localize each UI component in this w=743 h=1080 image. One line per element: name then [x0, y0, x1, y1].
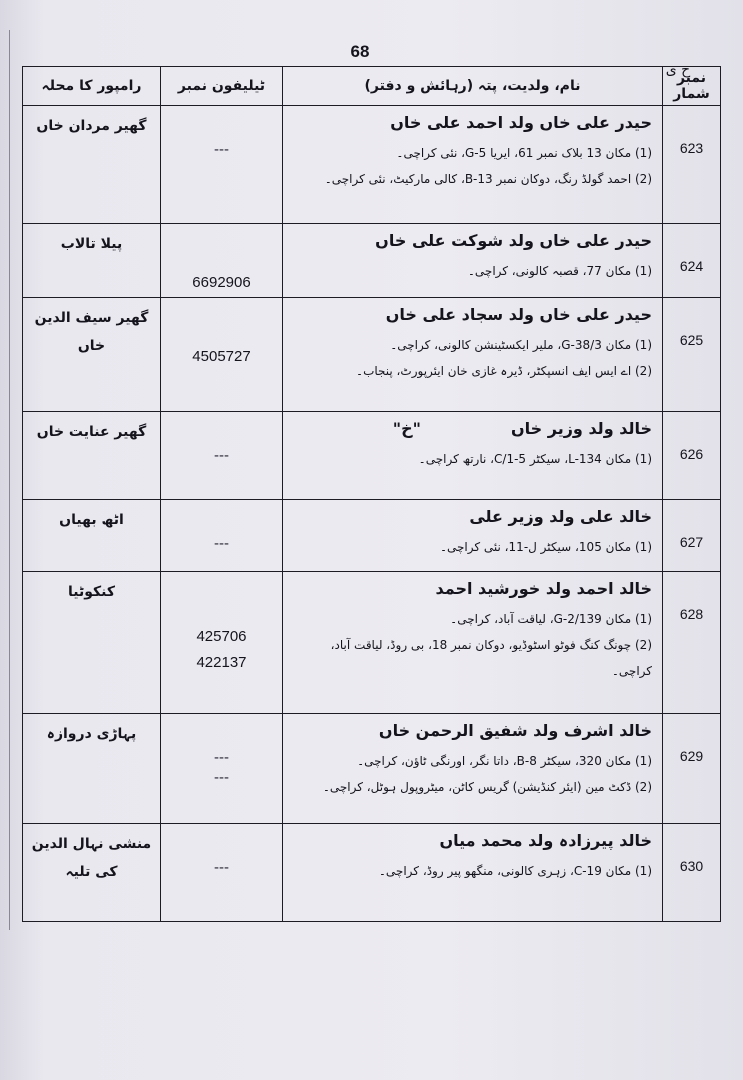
address-line: (2) چونگ کنگ فوٹو اسٹوڈیو، دوکان نمبر 18، بی روڈ، لیاقت آباد، کراچی۔ — [330, 638, 652, 678]
serial-number: 624 — [663, 224, 721, 298]
entry-name-text: خالد ولد وزیر خاں — [510, 419, 652, 438]
table-row — [23, 412, 721, 500]
name-address-cell — [283, 824, 663, 922]
name-address-cell — [283, 106, 663, 224]
address-line: (2) احمد گولڈ رنگ، دوکان نمبر B-13، کالی مارکیٹ، نئی کراچی۔ — [324, 172, 652, 186]
name-address-cell — [283, 714, 663, 824]
register-table — [22, 66, 721, 922]
address-line: (2) ڈکٹ مین (ایئر کنڈیشن) گریس کاٹن، میٹروپول ہوٹل، کراچی۔ — [322, 780, 652, 794]
entry-name: حیدر علی خاں ولد احمد علی خاں — [390, 113, 652, 132]
mohalla-name: کنکوٹیا — [23, 572, 161, 714]
serial-number: 627 — [663, 500, 721, 572]
address-line: (1) مکان 105، سیکٹر ل-11، نئی کراچی۔ — [439, 540, 652, 554]
phone-number: --- — [214, 447, 229, 464]
header-area: رامپور کا محلہ — [23, 67, 161, 106]
register-body — [23, 106, 721, 922]
phone-cell — [161, 824, 283, 922]
name-address-cell — [283, 298, 663, 412]
address-line: (1) مکان L-134، سیکٹر 5-C/1، نارتھ کراچی۔ — [418, 452, 652, 466]
address-line: (1) مکان C-19، زہری کالونی، منگھو پیر روڈ، کراچی۔ — [378, 864, 652, 878]
entry-name: حیدر علی خاں ولد سجاد علی خاں — [385, 305, 652, 324]
table-row — [23, 224, 721, 298]
name-address-cell — [283, 412, 663, 500]
serial-number: 630 — [663, 824, 721, 922]
entry-name: خالد اشرف ولد شفیق الرحمن خاں — [378, 721, 652, 740]
address-line: (1) مکان 77، قصبہ کالونی، کراچی۔ — [467, 264, 652, 278]
name-address-cell — [283, 500, 663, 572]
phone-number: --- — [214, 749, 229, 766]
phone-cell — [161, 500, 283, 572]
mohalla-name: گھیر سیف الدین خاں — [23, 298, 161, 412]
entry-name: خالد علی ولد وزیر علی — [469, 507, 652, 526]
serial-number: 629 — [663, 714, 721, 824]
phone-number: 4505727 — [192, 348, 251, 365]
table-row — [23, 824, 721, 922]
corner-mark: ح ی — [665, 62, 691, 78]
phone-number: 425706 — [196, 628, 247, 645]
table-row — [23, 714, 721, 824]
serial-number: 628 — [663, 572, 721, 714]
page-edge-line — [9, 30, 10, 930]
serial-number: 623 — [663, 106, 721, 224]
entry-name — [293, 418, 652, 440]
name-address-cell — [283, 224, 663, 298]
phone-cell — [161, 106, 283, 224]
entry-name: خالد احمد ولد خورشید احمد — [435, 579, 652, 598]
mohalla-name: اٹھ بھیاں — [23, 500, 161, 572]
mohalla-name: پہاڑی دروازہ — [23, 714, 161, 824]
page-number: 68 — [350, 42, 370, 61]
address-line: (1) مکان G-38/3، ملیر ایکسٹینشن کالونی، کراچی۔ — [390, 338, 652, 352]
name-address-cell — [283, 572, 663, 714]
phone-number: --- — [214, 535, 229, 552]
phone-number: --- — [214, 141, 229, 158]
entry-name: حیدر علی خاں ولد شوکت علی خاں — [375, 231, 652, 250]
address-line: (2) اے ایس ایف انسپکٹر، ڈیرہ غازی خان ایئرپورٹ، پنجاب۔ — [356, 364, 652, 378]
section-letter-marker: "خ" — [392, 419, 421, 438]
table-row — [23, 298, 721, 412]
mohalla-name: گھیر عنایت خاں — [23, 412, 161, 500]
address-line: (1) مکان 13 بلاک نمبر 61، ایریا G-5، نئی کراچی۔ — [396, 146, 652, 160]
phone-cell — [161, 298, 283, 412]
phone-number: --- — [214, 859, 229, 876]
table-row — [23, 572, 721, 714]
phone-cell — [161, 412, 283, 500]
address-line: (1) مکان 320، سیکٹر B-8، داتا نگر، اورنگی ٹاؤن، کراچی۔ — [357, 754, 652, 768]
address-line: (1) مکان G-2/139، لیاقت آباد، کراچی۔ — [450, 612, 652, 626]
phone-number: 6692906 — [192, 274, 251, 291]
header-phone: ٹیلیفون نمبر — [161, 67, 283, 106]
phone-cell — [161, 572, 283, 714]
serial-number: 626 — [663, 412, 721, 500]
table-row — [23, 500, 721, 572]
header-row — [23, 67, 721, 106]
phone-number: --- — [214, 769, 229, 786]
mohalla-name: منشی نہال الدین کی تلیہ — [23, 824, 161, 922]
mohalla-name: پیلا تالاب — [23, 224, 161, 298]
phone-number: 422137 — [196, 654, 247, 671]
header-name: نام، ولدیت، پتہ (رہائش و دفتر) — [283, 67, 663, 106]
mohalla-name: گھیر مردان خاں — [23, 106, 161, 224]
phone-cell — [161, 714, 283, 824]
serial-number: 625 — [663, 298, 721, 412]
entry-name: خالد پیرزادہ ولد محمد میاں — [439, 831, 652, 850]
header-serial: نمبر شمار — [663, 67, 721, 106]
phone-cell — [161, 224, 283, 298]
table-row — [23, 106, 721, 224]
